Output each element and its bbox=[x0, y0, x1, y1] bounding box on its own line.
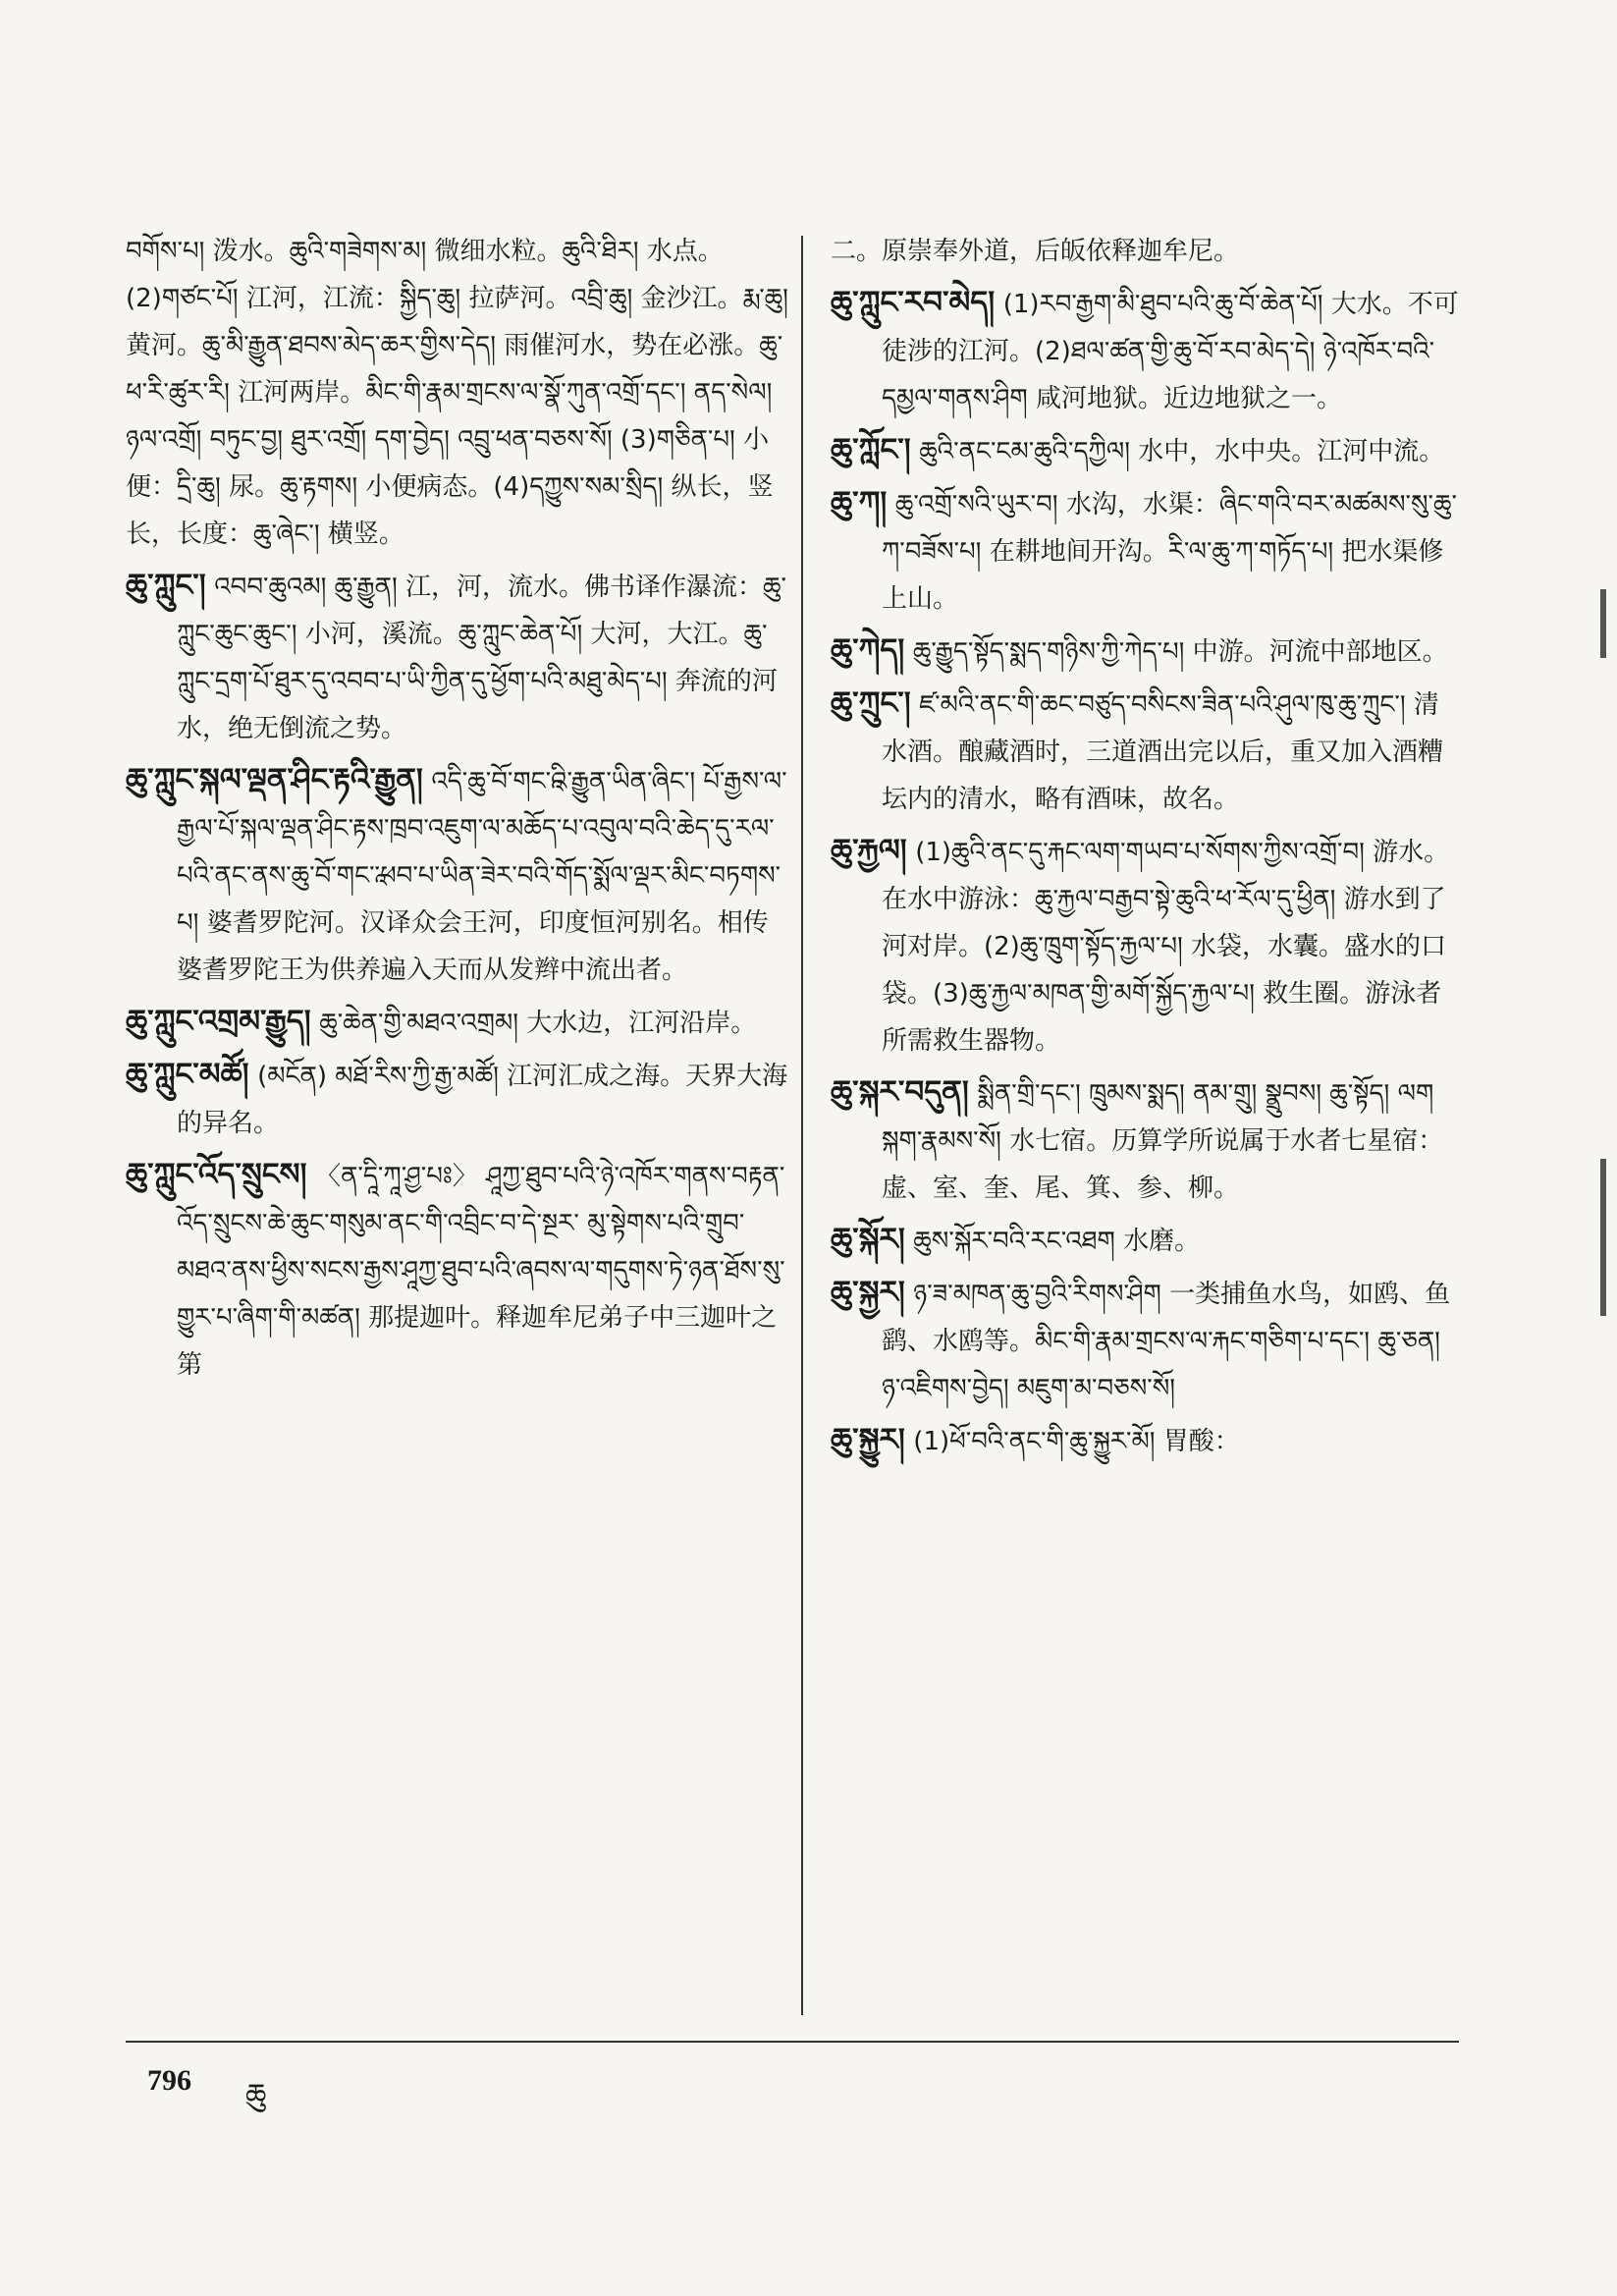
entry-headword: ཆུ་ཀླུང་འོད་སྲུངས། bbox=[126, 1157, 307, 1192]
dictionary-entry bbox=[126, 1151, 793, 1389]
entry-headword: ཆུ་ཀླུང་སྐལ་ལྡན་ཤིང་རྟའི་རྒྱུན། bbox=[126, 762, 423, 797]
entry-definition: ཆུའི་ནང་ངམ་ཆུའི་དཀྱིལ། 水中，水中央。江河中流。 bbox=[919, 437, 1445, 466]
entry-definition: སྨིན་གྲི་དང་། ཁྲུམས་སྨད། ནམ་གྲུ། སྣྲུབས། ཆུ་སྟོད། ལག སྐག་རྣམས་སོ། 水七宿。历算学所说属于水者七星宿：虚、室、奎、尾、箕、参、柳。 bbox=[882, 1079, 1444, 1203]
entry-headword: ཆུ་ཀྲུང་། bbox=[831, 685, 911, 721]
entry-headword: ཆུ་ཀློང་། bbox=[831, 432, 911, 467]
entry-definition: 〈ན་དཱི་ཀཱ་ཤྱ་པཿ〉 ཤཱཀྱ་ཐུབ་པའི་ཉེ་འཁོར་གནས་བརྟན་ འོད་སྲུངས་ཆེ་ཆུང་གསུམ་ནང་གི་འབྲིང་བ་དེ་སྔར་ མུ་སྟེགས་པའི་གྲུབ་མཐའ་ནས་ཕྱིས་སངས་རྒྱས་ཤཱཀྱ་ཐུབ་པའི་ཞབས་ལ་གདུགས་ཏེ་ཉན་ཐོས་སུ་གྱུར་པ་ཞིག་གི་མཚན། 那提迦叶。释迦牟尼弟子中三迦叶之第 bbox=[177, 1162, 785, 1380]
entry-headword: ཆུ་ཀླུང་རབ་མེད། bbox=[831, 285, 996, 320]
dictionary-entry bbox=[126, 1051, 793, 1147]
entry-definition: (མངོན) མཐོ་རིས་ཀྱི་རྒྱ་མཚོ། 江河汇成之海。天界大海的异名。 bbox=[177, 1062, 788, 1138]
dictionary-entry bbox=[831, 1216, 1459, 1265]
entry-headword: ཆུ་སྐྱར། bbox=[831, 1275, 905, 1310]
running-head: ཆུ bbox=[245, 2078, 267, 2112]
entry-definition: འདི་ཆུ་བོ་གང་ཱའི་རྒྱུན་ཡིན་ཞིང་། པོ་རྒྱས་ལ་རྒྱལ་པོ་སྐལ་ལྡན་ཤིང་རྟས་ཁྲབ་འཇུག་ལ་མཆོད་པ་འབུལ་བའི་ཆེད་དུ་རལ་པའི་ནང་ནས་ཆུ་བོ་གང་ཱ་ཕབ་པ་ཡིན་ཟེར་བའི་གོད་སྨོལ་ལྡར་མིང་བཏགས་པ། 婆耆罗陀河。汉译众会王河，印度恒河别名。相传婆耆罗陀王为供养遍入天而从发辫中流出者。 bbox=[177, 767, 787, 985]
entry-definition: འབབ་ཆུའམ། ཆུ་རྒྱུན། 江，河，流水。佛书译作瀑流：ཆུ་ཀླུང་ཆུང་ཆུང་། 小河，溪流。ཆུ་ཀླུང་ཆེན་པོ། 大河，大江。ཆུ་ཀླུང་དྲག་པོ་ཐུར་དུ་འབབ་པ་ཡི་ཀྱིན་དུ་ཕྱོག་པའི་མཐུ་མེད་པ། 奔流的河水，绝无倒流之势。 bbox=[177, 573, 786, 743]
entry-definition: ཆུས་སྐོར་བའི་རང་འཐག 水磨。 bbox=[913, 1227, 1201, 1256]
entry-headword: ཆུ་ཀ། bbox=[831, 485, 888, 520]
entry-headword: ཆུ་རྐྱལ། bbox=[831, 833, 907, 868]
dictionary-entry bbox=[126, 228, 793, 558]
entry-definition: ཛ་མའི་ནང་གི་ཆང་བཙུད་བསིངས་ཟིན་པའི་ཤུལ་ཁུ་ཆུ་ཀྲུང་། 清水酒。酿藏酒时，三道酒出完以后，重又加入酒糟坛内的清水，略有酒味，故名。 bbox=[882, 690, 1444, 814]
entry-headword: ཆུ་སྐར་བདུན། bbox=[831, 1074, 969, 1110]
dictionary-entry bbox=[831, 1269, 1459, 1412]
dictionary-entry bbox=[126, 562, 793, 752]
entry-definition: (1)རབ་རྒྱག་མི་ཐུབ་པའི་ཆུ་བོ་ཆེན་པོ། 大水。不可徒涉的江河。(2)ཐལ་ཚན་གྱི་ཆུ་བོ་རབ་མེད་དེ། ཉེ་འཁོར་བའི་དམྱལ་གནས་ཤིག 咸河地狱。近边地狱之一。 bbox=[882, 290, 1459, 413]
right-column bbox=[831, 228, 1459, 1469]
column-divider bbox=[801, 236, 803, 2015]
entry-headword: ཆུ་ཀླུང་། bbox=[126, 568, 206, 603]
dictionary-entry bbox=[831, 479, 1459, 623]
entry-definition: ཉ་ཟ་མཁན་ཆུ་བྱའི་རིགས་ཤིག 一类捕鱼水鸟，如鸥、鱼鹞、水鸥等。མིང་གི་རྣམ་གྲངས་ལ་རྐང་གཅིག་པ་དང་། ཆུ་ཅན། ཉ་འཇིགས་བྱེད། མཇུག་མ་བཅས་སོ། bbox=[882, 1280, 1451, 1403]
entry-definition: 二。原崇奉外道，后皈依释迦牟尼。 bbox=[831, 237, 1240, 266]
entry-headword: ཆུ་ཀེད། bbox=[831, 632, 905, 668]
dictionary-entry bbox=[831, 1416, 1459, 1465]
scan-edge-mark bbox=[1600, 1159, 1606, 1316]
entry-headword: ཆུ་སྐོར། bbox=[831, 1222, 905, 1257]
entry-headword: ཆུ་ཀླུང་འགྲམ་རྒྱུད། bbox=[126, 1004, 311, 1039]
dictionary-entry bbox=[126, 998, 793, 1047]
entry-definition: (1)ཆུའི་ནང་དུ་རྐང་ལག་གཡབ་པ་སོགས་ཀྱིས་འགྲོ་བ། 游水。在水中游泳：ཆུ་རྐྱལ་བརྒྱབ་སྟེ་ཆུའི་ཕ་རོལ་དུ་ཕྱིན། 游水到了河对岸。(2)ཆུ་ཁྲུག་སྟོད་རྐྱལ་པ། 水袋，水囊。盛水的口袋。(3)ཆུ་རྐྱལ་མཁན་གྱི་མགོ་སྐྱོད་རྐྱལ་པ། 救生圈。游泳者所需救生器物。 bbox=[882, 838, 1450, 1056]
dictionary-entry bbox=[831, 1068, 1459, 1212]
dictionary-entry bbox=[831, 279, 1459, 422]
dictionary-entry bbox=[831, 680, 1459, 823]
dictionary-entry bbox=[831, 228, 1459, 275]
entry-headword: ཆུ་སྐྱུར། bbox=[831, 1422, 905, 1457]
entry-definition: ཆུ་རྒྱུད་སྟོད་སྨད་གཉིས་ཀྱི་ཀེད་པ། 中游。河流中部地区。 bbox=[912, 637, 1448, 667]
entry-definition: བགོས་པ། 泼水。ཆུའི་གཟེགས་མ། 微细水粒。ཆུའི་ཐིར། 水点。(2)གཙང་པོ། 江河，江流：སྐྱིད་ཆུ། 拉萨河。འབྲི་ཆུ། 金沙江。རྨ་ཆུ། 黄河。ཆུ་མི་རྒྱུན་ཐབས་མེད་ཆར་གྱིས་དེད། 雨催河水，势在必涨。ཆུ་ཕ་རི་ཚུར་རི། 江河两岸。མིང་གི་རྣམ་གྲངས་ལ་སྣོ་ཀུན་འགྲོ་དང་། ནད་སེལ། ཉལ་འགྲོ། བཏུང་བྱ། ཐུར་འགྲོ། དག་བྱེད། འབྲུ་ཕན་བཅས་སོ། (3)གཅིན་པ། 小便：དྲི་ཆུ། 尿。ཆུ་རྟགས། 小便病态。(4)དཀྱུས་སམ་སྲིད། 纵长，竖长，长度：ཆུ་ཞེང་། 横竖。 bbox=[126, 237, 788, 549]
entry-headword: ཆུ་ཀླུང་མཚོ། bbox=[126, 1057, 249, 1092]
page-number: 796 bbox=[147, 2064, 191, 2097]
dictionary-entry bbox=[831, 827, 1459, 1065]
dictionary-entry bbox=[831, 426, 1459, 475]
dictionary-entry bbox=[126, 756, 793, 994]
left-column bbox=[126, 228, 793, 1393]
entry-definition: ཆུ་འགྲོ་སའི་ཡུར་བ། 水沟，水渠：ཞིང་གའི་བར་མཚམས་སུ་ཆུ་ཀ་བཟོས་པ། 在耕地间开沟。རི་ལ་ཆུ་ཀ་གཏོད་པ། 把水渠修上山。 bbox=[882, 490, 1457, 614]
entry-definition: ཆུ་ཆེན་གྱི་མཐའ་འགྲམ། 大水边，江河沿岸。 bbox=[319, 1009, 757, 1038]
dictionary-entry bbox=[831, 627, 1459, 676]
entry-definition: (1)ཕོ་བའི་ནང་གི་ཆུ་སྐྱུར་མོ། 胃酸： bbox=[913, 1427, 1240, 1456]
scan-edge-mark bbox=[1600, 589, 1606, 658]
footer-rule bbox=[126, 2041, 1459, 2043]
